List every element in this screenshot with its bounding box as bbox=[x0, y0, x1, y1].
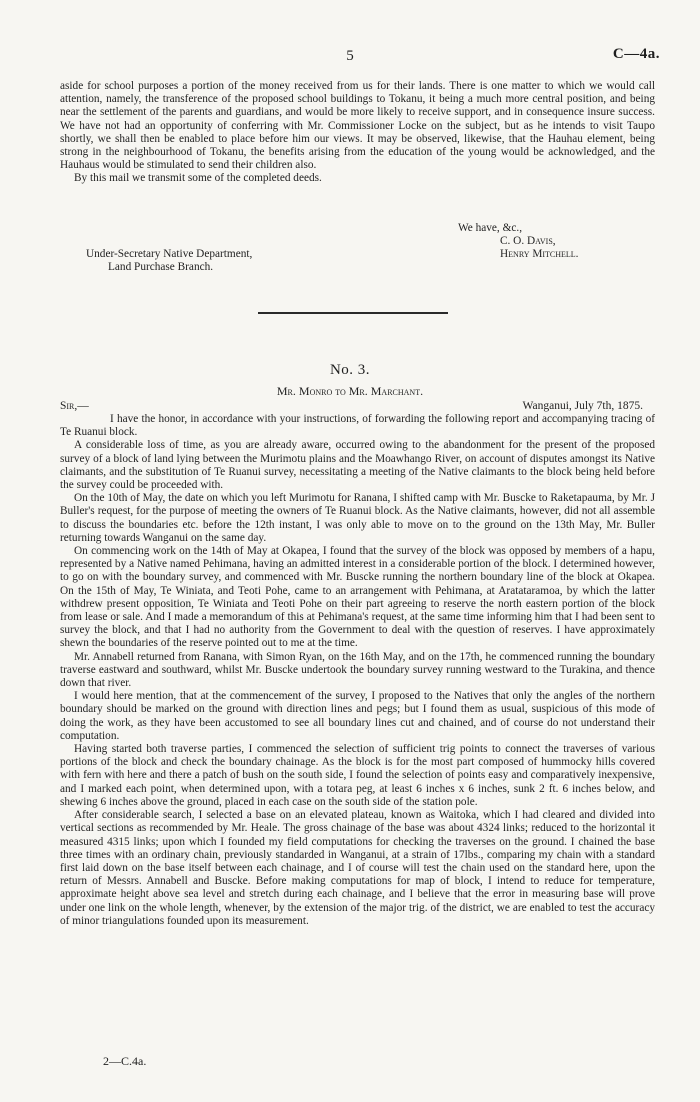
letter-subtitle: Mr. Monro to Mr. Marchant. bbox=[276, 384, 424, 398]
letter2-paragraph: On commencing work on the 14th of May at Okapea, I found that the survey of the block was opposed by members of a hapu, represented by a Native named Pehimana, having an admitted interest in a considerable portion of the block. I determined however, to go on with the boundary survey, and commenced with Mr. Buscke running the northern boundary line of the block at Okapea. On the 15th of May, Te Winiata, and Teoti Pohe, came to an arrangement with Pehimana, at Aratataramoa, by which the latter withdrew present opposition, Te Winiata and Teoti Pohe on their part agreeing to reserve the north eastern portion of the block from lease or sale. And I made a memorandum of this at Pehimana's request, at the same time informing him that I had been sent to survey the block, and that I had no authority from the Government to deal with the question of reserves. I have approximately shewn the boundaries of the reserve pointed out to me at the time. bbox=[60, 545, 655, 650]
letter1-paragraph: By this mail we transmit some of the completed deeds. bbox=[74, 172, 322, 185]
signature-mark: 2—C.4a. bbox=[103, 1054, 147, 1068]
letter2-paragraph: On the 10th of May, the date on which you left Murimotu for Ranana, I shifted camp with Mr. Buscke to Raketapauma, by Mr. J Buller's request, for the purpose of meeting the owners of Te Ruanui block. As the Native claimants, however, did not all assemble to discuss the boundaries etc. before the 12th instant, I was only able to move on to the ground on the 13th May, Mr. Buller returning towards Wanganui on the same day. bbox=[60, 492, 655, 544]
letter2-body bbox=[60, 413, 655, 928]
page-number: 5 bbox=[346, 48, 354, 64]
signatory: Henry Mitchell. bbox=[500, 248, 579, 260]
letter2-paragraph: I have the honor, in accordance with your instructions, of forwarding the following report and accompanying tracing of Te Ruanui block. bbox=[60, 413, 655, 439]
letter2-paragraph: Mr. Annabell returned from Ranana, with Simon Ryan, on the 16th May, and on the 17th, he commenced running the boundary traverse eastward and southward, whilst Mr. Buscke undertook the boundary survey running westward to the Turakina, and thence down that river. bbox=[60, 650, 655, 690]
letter1-paragraph: aside for school purposes a portion of the money received from us for their lands. There is one matter to which we would call attention, namely, the transference of the proposed school buildings to Tokanu, it being a much more central position, and being near the settlement of the parents and guardians, and would be more likely to receive support, and in consequence insure success. We have not had an opportunity of conferring with Mr. Commissioner Locke on the subject, but as he intends to visit Taupo shortly, we shall then be enabled to place before him our views. It may be observed, likewise, that the Hauhau element, being strong in the neighbourhood of Tokanu, the benefits arising from the education of the young would be acknowledged, and the Hauhaus would be stimulated to send their children also. bbox=[60, 80, 655, 172]
letter2-paragraph: I would here mention, that at the commencement of the survey, I proposed to the Natives that only the angles of the northern boundary should be marked on the ground with direction lines and pegs; but I found them as usual, suspicious of this mode of doing the work, as they have been accustomed to see all boundary lines cut and chained, and of course do not understand their computation. bbox=[60, 690, 655, 742]
letter1-body bbox=[60, 80, 655, 186]
letter1-signature-block bbox=[60, 222, 655, 282]
letter2-paragraph: Having started both traverse parties, I commenced the selection of sufficient trig points to connect the traverses of various portions of the block and check the boundary chainage. As the block is for the most part composed of hummocky hills covered with fern with here and there a patch of bush on the south side, I found the selection of points easy and comparatively inexpensive, and I marked each point, when determined upon, with a totara peg, at least 6 inches x 6 inches, sunk 2 ft. 6 inches below, and shewing 6 inches above the ground, placed in each case on the south side of the station pole. bbox=[60, 743, 655, 808]
salutation: Sir,— bbox=[60, 400, 89, 412]
addressee: Under-Secretary Native Department, bbox=[86, 248, 253, 260]
section-divider bbox=[258, 312, 448, 314]
signatory: C. O. Davis, bbox=[500, 235, 556, 247]
letter-number: No. 3. bbox=[329, 362, 371, 378]
addressee: Land Purchase Branch. bbox=[108, 261, 214, 273]
paper-reference: C—4a. bbox=[612, 46, 660, 62]
place-date: Wanganui, July 7th, 1875. bbox=[522, 400, 643, 412]
closing: We have, &c., bbox=[458, 222, 523, 234]
letter2-paragraph: A considerable loss of time, as you are already aware, occurred owing to the abandonment for the present of the proposed survey of a block of land lying between the Murimotu plains and the Moawhango River, on account of disputes amongst its Native claimants, and the substitution of Te Ruanui survey, necessitating a meeting of the Native claimants to the block being held before the survey could be proceeded with. bbox=[60, 439, 655, 492]
letter2-paragraph: After considerable search, I selected a base on an elevated plateau, known as Waitoka, which I had cleared and divided into vertical sections as recommended by Mr. Heale. The gross chainage of the base was about 4324 links; reduced to the horizontal it measured 4315 links; upon which I founded my field computations for checking the traverses on the ground. I chained the base three times with an ordinary chain, previously standarded in Wanganui, at a strain of 17lbs., comparing my chain with a standard first laid down on the base itself between each chainage, and I of course will test the chain used on the standard here, upon the return of Messrs. Annabell and Buscke. Before making computations for map of block, I intend to reduce for temperature, approximate height above sea level and stretch during each chainage, and I believe that the error in measuring base will prove under one link on the whole length, whenever, by the extension of the major trig. of the district, we are enabled to test the accuracy of minor triangulations founded upon its measurement. bbox=[60, 809, 655, 927]
